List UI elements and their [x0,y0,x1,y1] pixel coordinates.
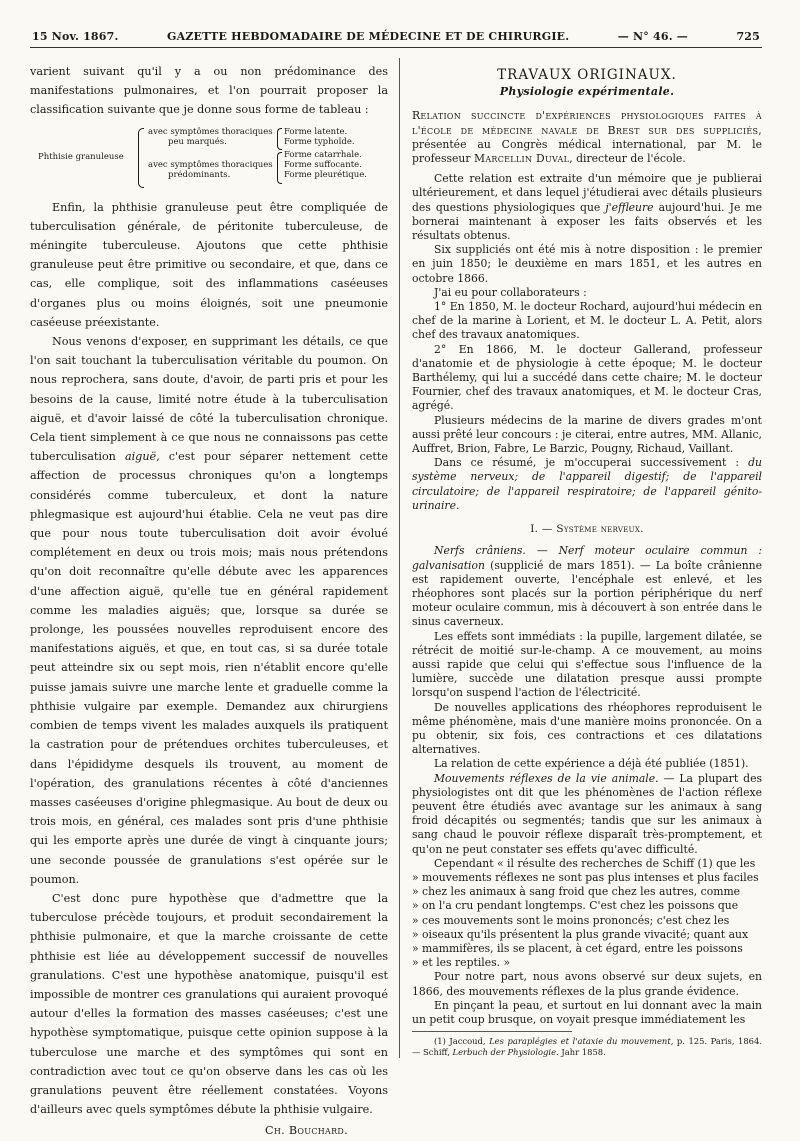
right-paragraph-8-text: (supplicié de mars 1851). — La boîte crânienne est rapidement ouverte, l'encéphale est enlevé, et les rhéophores sont placés sur la portion périphérique du nerf moteur oculaire commun, mis à découvert à son entrée dans le sinus caverneux. [412,558,762,629]
table-brace [138,128,144,188]
right-paragraph-3: J'ai eu pour collaborateurs : [434,285,587,299]
table-form-pleuretique: Forme pleurétique. [284,169,367,180]
table-form-suffocante: Forme suffocante. [284,159,362,170]
table-group1-line2: peu marqués. [168,136,227,147]
article-author: Marcellin Duval [473,152,570,166]
header-issue: — N° 46. — [617,30,688,43]
part-title: I. — Système nerveux. [530,523,644,536]
footnote-1-title: Les paraplégies et l'ataxie du mouvement, [489,1036,674,1047]
right-paragraph-14: En pinçant la peau, et surtout en lui donnant avec la main un petit coup brusque, on voyait presque immédiatement les [412,998,762,1026]
column-rule [399,58,400,1058]
right-paragraph-1-b: aujourd'hui. Je me bornerai maintenant à exposer les faits observés et les résultats obtenus. [412,200,762,243]
table-group2-line2: prédominants. [168,169,231,180]
signature: Ch. Bouchard. [265,1124,348,1138]
quote-line-4: » on l'a cru pendant longtemps. C'est chez les poissons que [412,899,739,913]
footnote-2-author: — Schiff, [412,1047,450,1058]
quote-line-7: » mammifères, ils se placent, à cet égard, entre les poissons [412,941,743,955]
article-title-rest: présentée au Congrès médical international, par M. le professeur [412,137,762,166]
table-group2-line1: avec symptômes thoraciques [148,159,273,170]
right-paragraph-1-a: Cette relation est extraite d'un mémoire que je publierai ultérieurement, et dans lequel j'étudierai avec détails plusieurs des questions physiologiques que [412,172,762,214]
table-brace-group2 [277,152,282,184]
article-title-smallcaps: Relation succincte d'expériences physiologiques faites à l'école de médecine navale de Brest sur des suppliciés, [412,109,762,137]
table-form-typhoide: Forme typhoïde. [284,136,355,147]
header-rule [30,47,762,48]
left-paragraph-2-italic: aiguë [124,450,157,464]
header-journal-title: GAZETTE HEBDOMADAIRE DE MÉDECINE ET DE CHIRURGIE. [167,30,570,43]
classification-table [30,126,388,190]
left-paragraph-2-start: Nous venons d'exposer, en supprimant les détails, ce que l'on sait touchant la tuberculisation véritable du poumon. On nous reprochera, sans doute, d'avoir, de parti pris et pour les besoins de la cause, limité notre étude à la tuberculisation aiguë, et d'avoir laissé de côté la tuberculisation chronique. Cela tient simplement à ce que nous ne connaissons pas cette tuberculisation [30,335,388,464]
table-form-latente: Forme latente. [284,126,348,137]
right-paragraph-9: Les effets sont immédiats : la pupille, largement dilatée, se rétrécit de moitié sur-le-champ. A ce mouvement, au moins aussi rapide que celui qui s'effectue sous l'influence de la lumière, succède une dilatation presque aussi prompte lorsqu'on suspend l'action de l'électricité. [412,629,762,700]
left-paragraph-2-rest: , c'est pour séparer nettement cette affection de processus chroniques qu'on a longtemps considérés comme tuberculeux, et dont la nature phlegmasique est aujourd'hui établie. Cela ne veut pas dire que pour nous toute tuberculisation doit avoir évolué complétement en deux ou trois mois; mais nous prétendons qu'on doit reconnaître qu'elle débute avec les apparences d'une affection aiguë, qu'elle tue en général rapidement comme les maladies aiguës; que, lorsque sa durée se prolonge, les poussées nouvelles reproduisent encore des manifestations aiguës, et que, en tout cas, si sa durée totale peut atteindre six ou sept mois, rien n'établit encore qu'elle puisse jamais suivre une marche lente et graduelle comme la phthisie vulgaire par exemple. Demandez aux chirurgiens combien de temps vivent les malades auxquels ils pratiquent la castration pour de prétendues orchites tuberculeuses, et dans l'épididyme desquels ils trouvent, au moment de l'opération, des granulations récentes à côté d'anciennes masses caséeuses d'origine phlegmasique. Au bout de deux ou trois mois, en général, ces malades sont pris d'une phthisie qui les emporte après une durée de vingt à cinquante jours; une seconde poussée de granulations s'est opérée sur le poumon. [30,450,388,886]
right-paragraph-12 [412,772,762,857]
table-group1-line1: avec symptômes thoraciques [148,126,273,137]
right-paragraph-6: Plusieurs médecins de la marine de divers grades m'ont aussi prêté leur concours : je citerai, entre autres, MM. Allanic, Auffret, Brion, Fabre, Le Barzic, Pougny, Richaud, Vaillant. [412,413,762,456]
right-paragraph-1 [412,172,762,243]
quote-line-1: Cependant « il résulte des recherches de Schiff (1) que les [434,856,756,870]
right-paragraph-8-italic: Nerfs crâniens. — Nerf moteur oculaire commun : galvanisation [412,544,762,572]
left-paragraph-2 [30,332,388,889]
right-paragraph-7 [412,456,762,513]
right-paragraph-12-text: — La plupart des physiologistes ont dit que les phénomènes de l'action réflexe peuvent être étudiés avec avantage sur les animaux à sang froid décapités ou segmentés; tandis que sur les animaux à sang chaud le pouvoir réflexe disparaît très-promptement, et qu'on ne peut constater ses effets qu'avec difficulté. [412,771,762,856]
right-paragraph-1-italic: j'effleure [605,200,654,214]
footnote-rule [412,1031,572,1032]
left-paragraph-3: C'est donc pure hypothèse que d'admettre que la tuberculose précède toujours, et produit secondairement la phthisie pulmonaire, et que la marche croissante de cette phthisie est liée au développement successif de nouvelles granulations. C'est une hypothèse anatomique, puisqu'il est impossible de montrer ces granulations qui auraient provoqué autour d'elles la formation des masses caséeuses; c'est une hypothèse symptomatique, puisque cette opinion suppose à la tuberculose une marche et des symptômes qui sont en contradiction avec tout ce qu'on observe dans les cas où les granulations peuvent être réellement constatées. Voyons d'ailleurs avec quels symptômes débute la phthisie vulgaire. [30,891,388,1117]
right-paragraph-7-a: Dans ce résumé, je m'occuperai successivement : [434,456,740,470]
right-paragraph-2: Six suppliciés ont été mis à notre disposition : le premier en juin 1850; le deuxième en mars 1851, et les autres en octobre 1866. [412,243,762,285]
right-paragraph-4: 1° En 1850, M. le docteur Rochard, aujourd'hui médecin en chef de la marine à Lorient, et M. le docteur L. A. Petit, alors chef des travaux anatomiques. [412,300,762,342]
header-page-number: 725 [736,30,760,43]
quote-line-6: » oiseaux qu'ils présentent la plus grande vivacité; quant aux [412,927,749,941]
table-form-catarrhale: Forme catarrhale. [284,149,362,160]
footnote-2-title: Lerbuch der Physiologie. [452,1047,559,1058]
section-title: TRAVAUX ORIGINAUX. [497,67,677,83]
running-header [32,30,760,43]
article-title-end: , directeur de l'école. [569,152,686,166]
right-paragraph-8 [412,544,762,629]
right-paragraph-12-italic: Mouvements réflexes de la vie animale. [434,771,659,785]
right-paragraph-5: 2° En 1866, M. le docteur Gallerand, professeur d'anatomie et de physiologie à cette époque; M. le docteur Barthélemy, qui lui a succédé dans cette chaire; M. le docteur Fournier, chef des travaux anatomiques, et M. le docteur Cras, agrégé. [412,342,762,413]
footnote-1 [412,1036,762,1058]
footnote-1-author: (1) Jaccoud, [434,1036,486,1047]
right-paragraph-7-italic: du système nerveux; de l'appareil digestif; de l'appareil circulatoire; de l'appareil respiratoire; de l'appareil génito-urinaire. [412,456,763,512]
right-column [412,62,762,1058]
quote-line-8: » et les reptiles. » [412,956,511,970]
article-title [412,109,762,166]
quote-line-5: » ces mouvements sont le moins prononcés; c'est chez les [412,913,730,927]
table-brace-group1 [277,128,282,150]
quote-line-2: » mouvements réflexes ne sont pas plus intenses et plus faciles [412,870,759,884]
right-paragraph-10: De nouvelles applications des rhéophores reproduisent le même phénomène, mais d'une manière moins prononcée. On a pu obtenir, six fois, ces contractions et ces dilatations alternatives. [412,700,762,757]
footnote-2-ref: Jahr 1858. [561,1047,606,1058]
footnote-1-ref: p. 125. Paris, 1864. [676,1036,763,1047]
left-paragraph-1: Enfin, la phthisie granuleuse peut être compliquée de tuberculisation générale, de péritonite tuberculeuse, de méningite tuberculeuse. Ajoutons que cette phthisie granuleuse peut être primitive ou secondaire, et que, dans ce cas, elle complique, soit des inflammations caséeuses d'organes plus ou moins éloignés, soit une pneumonie caséeuse préexistante. [30,200,388,329]
right-paragraph-11: La relation de cette expérience a déjà été publiée (1851). [434,757,749,771]
left-paragraph-0: varient suivant qu'il y a ou non prédominance des manifestations pulmonaires, et l'on pourrait proposer la classification suivante que je donne sous forme de tableau : [30,65,388,117]
schiff-quote [412,857,762,971]
quote-line-3: » chez les animaux à sang froid que chez les autres, comme [412,885,741,899]
header-date: 15 Nov. 1867. [32,30,119,43]
section-subtitle: Physiologie expérimentale. [499,85,675,99]
right-paragraph-13: Pour notre part, nous avons observé sur deux sujets, en 1866, des mouvements réflexes de la plus grande évidence. [412,970,762,998]
left-column [30,62,388,1141]
table-root: Phthisie granuleuse [38,151,124,162]
